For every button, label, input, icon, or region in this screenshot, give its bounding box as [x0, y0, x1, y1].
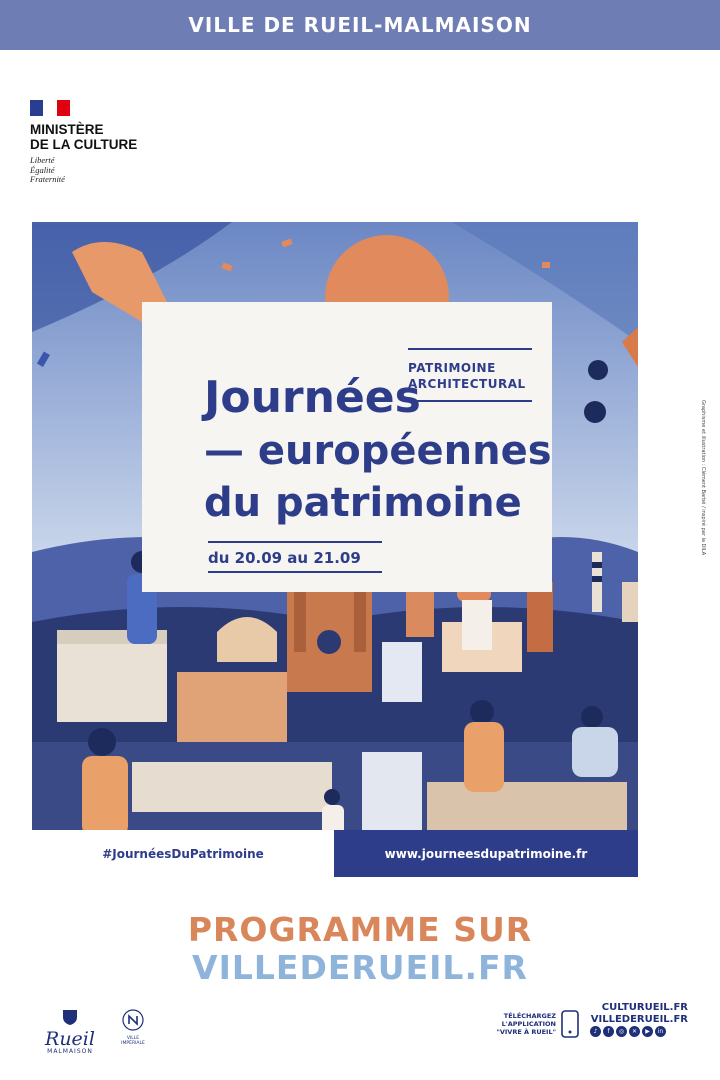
website-strip[interactable] — [334, 830, 638, 877]
rueil-malmaison-logo — [30, 1008, 110, 1055]
ministry-logo — [30, 100, 170, 185]
laurel-n-icon — [121, 1008, 145, 1032]
ministry-name — [30, 122, 170, 152]
motto-fraternite: Fraternité — [30, 174, 65, 184]
program-line1: PROGRAMME SUR — [187, 910, 533, 949]
crest-icon — [61, 1008, 79, 1026]
culturueil-link[interactable]: CULTURUEIL.FR — [601, 1002, 688, 1013]
poster-title-line3: du patrimoine — [204, 480, 522, 526]
app-l2: L'APPLICATION — [501, 1020, 556, 1028]
poster-dates: du 20.09 au 21.09 — [208, 541, 382, 573]
youtube-icon[interactable]: ▶ — [642, 1026, 653, 1037]
illustration-credit: Graphisme et illustration : Clément Barbé / inspiré par la DILA — [700, 400, 706, 556]
linkedin-icon[interactable]: in — [655, 1026, 666, 1037]
poster-website-link[interactable]: www.journeesdupatrimoine.fr — [384, 846, 588, 861]
imperial-l1: VILLE — [126, 1036, 140, 1041]
rueil-script: Rueil — [45, 1028, 95, 1050]
footer-links — [588, 1002, 688, 1026]
motto-liberte: Liberté — [30, 155, 55, 165]
facebook-icon[interactable]: f — [603, 1026, 614, 1037]
event-poster — [32, 222, 638, 877]
poster-title-card — [142, 302, 552, 592]
program-line2-link[interactable]: VILLEDERUEIL.FR — [192, 948, 528, 987]
social-icons — [590, 1026, 666, 1037]
ministry-name-line2: DE LA CULTURE — [30, 137, 138, 152]
ministry-motto — [30, 156, 170, 185]
french-flag-icon — [30, 100, 70, 116]
app-l3: "VIVRE À RUEIL" — [496, 1028, 556, 1036]
header-bar — [0, 0, 720, 50]
poster-title-line2: — européennes — [204, 428, 552, 474]
header-title: VILLE DE RUEIL-MALMAISON — [188, 13, 532, 37]
subtitle-line2: ARCHITECTURAL — [408, 377, 526, 391]
poster-title-line1: Journées — [204, 372, 421, 423]
ville-imperiale-logo — [118, 1008, 148, 1046]
imperial-l2: IMPÉRIALE — [121, 1041, 145, 1046]
app-promo-text — [470, 1012, 556, 1036]
motto-egalite: Égalité — [30, 164, 55, 175]
x-icon[interactable]: ✕ — [629, 1026, 640, 1037]
hashtag-strip — [32, 830, 334, 877]
villederueil-link[interactable]: VILLEDERUEIL.FR — [590, 1014, 688, 1025]
instagram-icon[interactable]: ◎ — [616, 1026, 627, 1037]
poster-subtitle — [408, 348, 532, 402]
ministry-name-line1: MINISTÈRE — [30, 122, 104, 137]
poster-hashtag: #JournéesDuPatrimoine — [102, 846, 264, 861]
rueil-sub: MALMAISON — [47, 1048, 93, 1055]
app-l1: TÉLÉCHARGEZ — [503, 1012, 556, 1020]
phone-icon — [561, 1010, 579, 1038]
tiktok-icon[interactable]: ♪ — [590, 1026, 601, 1037]
subtitle-line1: PATRIMOINE — [408, 361, 496, 375]
